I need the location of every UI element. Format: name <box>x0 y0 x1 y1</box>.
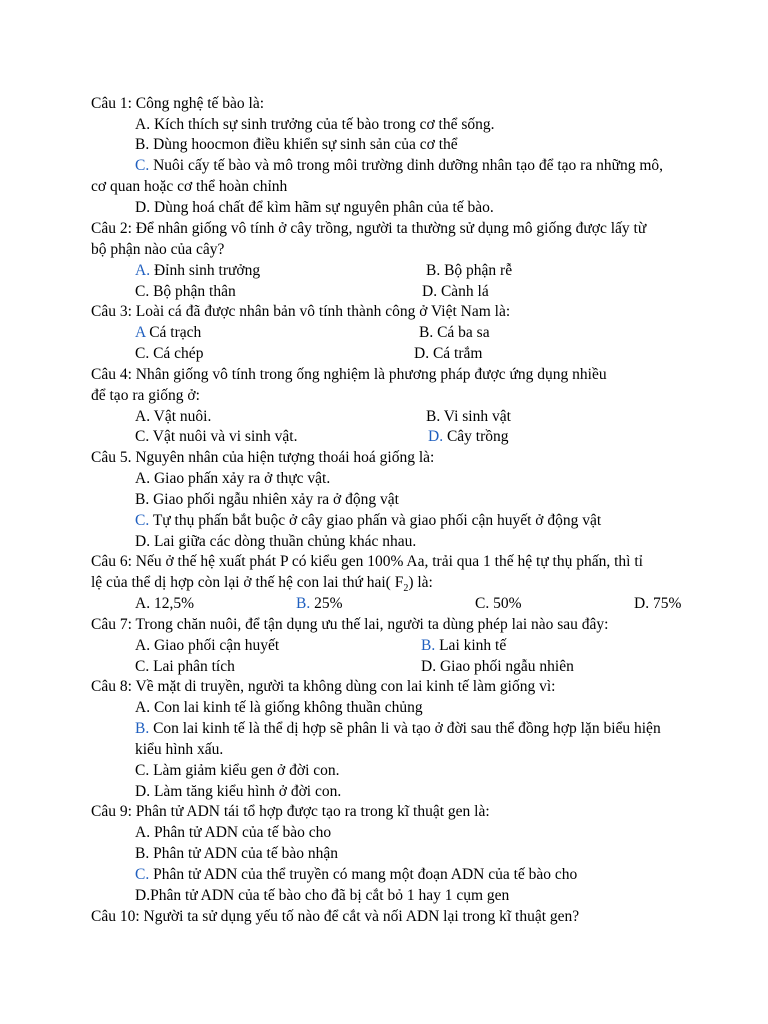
question-5-option-c <box>135 511 601 531</box>
answer-key-letter: B. <box>296 595 311 612</box>
question-2-option-b: B. Bộ phận rễ <box>426 262 513 279</box>
question-10-stem: Câu 10: Người ta sử dụng yếu tố nào để cắt và nối ADN lại trong kĩ thuật gen? <box>91 908 580 925</box>
question-6-option-c: C. 50% <box>475 595 522 612</box>
option-text: Lai kinh tế <box>435 637 507 654</box>
question-9-stem: Câu 9: Phân tử ADN tái tổ hợp được tạo ra trong kĩ thuật gen là: <box>91 803 490 820</box>
question-4-option-c: C. Vật nuôi và vi sinh vật. <box>135 428 298 445</box>
option-text: Tự thụ phấn bắt buộc ở cây giao phấn và giao phối cận huyết ở động vật <box>149 512 602 529</box>
question-2-option-a <box>135 261 260 281</box>
answer-key-letter: D. <box>428 428 444 445</box>
answer-key-letter: B. <box>135 720 150 737</box>
option-text: Đỉnh sinh trưởng <box>150 262 261 279</box>
question-3-option-a <box>135 323 201 343</box>
question-5-option-b: B. Giao phối ngẫu nhiên xảy ra ở động vật <box>135 491 399 508</box>
question-2-stem-continued: bộ phận nào của cây? <box>91 241 225 258</box>
question-1-stem: Câu 1: Công nghệ tế bào là: <box>91 95 265 112</box>
question-6-stem: Câu 6: Nếu ở thế hệ xuất phát P có kiểu gen 100% Aa, trải qua 1 thế hệ tự thụ phấn, thì tỉ <box>91 553 643 570</box>
question-8-option-c: C. Làm giảm kiểu gen ở đời con. <box>135 762 340 779</box>
question-1-option-c-continued: cơ quan hoặc cơ thể hoàn chỉnh <box>91 178 288 195</box>
question-7-stem: Câu 7: Trong chăn nuôi, để tận dụng ưu thế lai, người ta dùng phép lai nào sau đây: <box>91 616 609 633</box>
option-text: Cá trạch <box>145 324 202 341</box>
question-8-option-d: D. Làm tăng kiểu hình ở đời con. <box>135 783 342 800</box>
question-6-option-b <box>296 594 343 614</box>
question-7-option-b <box>421 636 506 656</box>
question-9-option-a: A. Phân tử ADN của tế bào cho <box>135 824 332 841</box>
question-1-option-b: B. Dùng hoocmon điều khiển sự sinh sản của cơ thể <box>135 136 458 153</box>
question-4-option-a: A. Vật nuôi. <box>135 408 212 425</box>
answer-key-letter: B. <box>421 637 436 654</box>
answer-key-letter: C. <box>135 512 150 529</box>
option-text: Cây trồng <box>443 428 509 445</box>
question-7-option-a: A. Giao phối cận huyết <box>135 637 280 654</box>
question-3-stem: Câu 3: Loài cá đã được nhân bản vô tính thành công ở Việt Nam là: <box>91 303 511 320</box>
question-5-option-d: D. Lai giữa các dòng thuần chủng khác nhau. <box>135 533 417 550</box>
answer-key-letter: A. <box>135 262 151 279</box>
question-1-option-c <box>135 156 663 176</box>
question-3-option-b: B. Cá ba sa <box>419 324 490 341</box>
stem-text: lệ của thể dị hợp còn lại ở thế hệ con lai thứ hai( F <box>91 574 404 591</box>
question-2-option-c: C. Bộ phận thân <box>135 283 236 300</box>
answer-key-letter: C. <box>135 157 150 174</box>
question-8-option-a: A. Con lai kinh tế là giống không thuần chủng <box>135 699 423 716</box>
question-1-option-d: D. Dùng hoá chất để kìm hãm sự nguyên phân của tế bào. <box>135 199 494 216</box>
question-4-option-d <box>428 427 509 447</box>
question-5-option-a: A. Giao phấn xảy ra ở thực vật. <box>135 470 331 487</box>
question-2-option-d: D. Cành lá <box>422 283 489 300</box>
option-text: Con lai kinh tế là thể dị hợp sẽ phân li và tạo ở đời sau thể đồng hợp lặn biểu hiện <box>149 720 661 737</box>
stem-text: ) là: <box>408 574 433 591</box>
question-4-stem: Câu 4: Nhân giống vô tính trong ống nghiệm là phương pháp được ứng dụng nhiều <box>91 366 607 383</box>
option-text: 25% <box>310 595 343 612</box>
question-9-option-b: B. Phân tử ADN của tế bào nhận <box>135 845 338 862</box>
question-3-option-c: C. Cá chép <box>135 345 204 362</box>
question-8-stem: Câu 8: Về mặt di truyền, người ta không dùng con lai kinh tế làm giống vì: <box>91 678 556 695</box>
answer-key-letter: A <box>135 324 146 341</box>
question-7-option-c: C. Lai phân tích <box>135 658 235 675</box>
question-4-option-b: B. Vi sinh vật <box>426 408 511 425</box>
option-text: Nuôi cấy tế bào và mô trong môi trường dinh dưỡng nhân tạo để tạo ra những mô, <box>149 157 664 174</box>
question-6-option-a: A. 12,5% <box>135 595 194 612</box>
question-4-stem-continued: để tạo ra giống ở: <box>91 387 200 404</box>
subscript: 2 <box>403 583 409 595</box>
question-9-option-d: D.Phân tử ADN của tế bào cho đã bị cắt bỏ 1 hay 1 cụm gen <box>135 887 510 904</box>
question-3-option-d: D. Cá trắm <box>414 345 483 362</box>
option-text: Phân tử ADN của thể truyền có mang một đoạn ADN của tế bào cho <box>149 866 578 883</box>
question-8-option-b-continued: kiểu hình xấu. <box>135 741 224 758</box>
question-6-option-d: D. 75% <box>634 595 682 612</box>
answer-key-letter: C. <box>135 866 150 883</box>
question-8-option-b <box>135 719 661 739</box>
question-1-option-a: A. Kích thích sự sinh trưởng của tế bào trong cơ thể sống. <box>135 116 495 133</box>
question-2-stem: Câu 2: Để nhân giống vô tính ở cây trồng, người ta thường sử dụng mô giống được lấy từ <box>91 220 647 237</box>
question-9-option-c <box>135 865 577 885</box>
question-5-stem: Câu 5. Nguyên nhân của hiện tượng thoái hoá giống là: <box>91 449 435 466</box>
question-7-option-d: D. Giao phối ngẫu nhiên <box>421 658 574 675</box>
